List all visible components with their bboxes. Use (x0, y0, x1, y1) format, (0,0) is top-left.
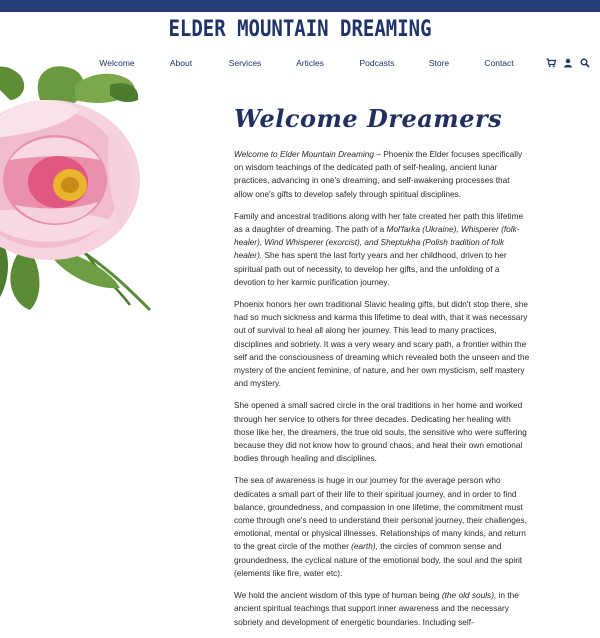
user-icon[interactable] (563, 58, 573, 68)
paragraph-sea-of-awareness (234, 474, 530, 580)
paragraph-wisdom-text: We hold the ancient wisdom of this type of human being (234, 590, 442, 601)
paragraph-wisdom-text-end: in the ancient spiritual teachings that support inner awareness and the necessary sobriety and development of energetic boundaries. Including self- (234, 590, 519, 627)
nav-item-articles[interactable]: Articles (296, 58, 324, 68)
nav-item-services[interactable]: Services (228, 58, 262, 68)
paragraph-ancient-wisdom (234, 589, 530, 629)
paragraph-sea-text: The sea of awareness is huge in our journey for the average person who dedicates a small part of their life to their spiritual journey, and in order to find balance, groundedness, and compassion in one lifetime, the commitment must come through one's need to understand their personal journey, their challenges, emotional, mental or physical illnesses. Relationships of many kinds, and return to the great circle of the mother (234, 475, 527, 552)
top-accent-bar (0, 0, 600, 12)
page-title: Welcome Dreamers (234, 104, 503, 133)
main-content (234, 104, 530, 638)
cart-icon[interactable] (546, 58, 556, 68)
paragraph-intro (234, 148, 530, 201)
paragraph-family-emphasis: Mol'farka (Ukraine), Whisperer (folk-healer), Wind Whisperer (exorcist), and Sheptukha (Polish tradition of folk healer). (234, 224, 520, 261)
site-logo[interactable]: ELDER MOUNTAIN DREAMING (168, 16, 432, 42)
nav-item-welcome[interactable]: Welcome (99, 58, 135, 68)
paragraph-sacred-circle: She opened a small sacred circle in the oral traditions in her home and worked through her service to others for three decades. Dedicating her healing with those like her, the dreamers, the true old souls, the sensitive who were suffering because they did not know how to ground chaos, and heal their own emotional bodies through healing and disciplines. (234, 400, 527, 464)
paragraph-family (234, 210, 530, 289)
paragraph-intro-text: – Phoenix the Elder focuses specifically on wisdom teachings of the dedicated path of self-healing, ancient lunar practices, advancing in one's dreaming, and self-awakening processes that allow one's gifts to develop safely through spiritual disciplines. (234, 149, 523, 199)
nav-item-about[interactable]: About (169, 58, 193, 68)
nav-item-store[interactable]: Store (428, 58, 450, 68)
nav-item-contact[interactable]: Contact (484, 58, 514, 68)
paragraph-family-text-end: She has spent the last forty years and her childhood, driven to her spiritual path out of necessity, to develop her gifts, and the unfolding of a devotion to her karmic purification journey. (234, 250, 507, 287)
nav-item-podcasts[interactable]: Podcasts (359, 58, 395, 68)
peony-flower-illustration (0, 60, 170, 320)
paragraph-sea-text-end: the circles of common sense and groundedness, the cyclical nature of the emotional body, the soul and the spirit (elements like fire, water etc). (234, 541, 523, 578)
paragraph-family-text: Family and ancestral traditions along with her fate created her path this lifetime as a daughter of dreaming. The path of a (234, 210, 524, 235)
paragraph-slavic-gifts: Phoenix honors her own traditional Slavic healing gifts, but didn't stop there, she had so much sickness and karma this lifetime to deal with, that it was necessary out of survival to heal all along her journey. This lead to many practices, disciplines and sobriety. It was a very weary and scary path, a frontier within the self and the consciousness of dreaming which revealed both the unseen and the mystery of the ancient feminine, of nature, and her own mysticism, self mastery and mystery. (234, 299, 530, 389)
paragraph-intro-emphasis: Welcome to Elder Mountain Dreaming (234, 149, 375, 159)
search-icon[interactable] (580, 58, 590, 68)
paragraph-wisdom-emphasis: (the old souls), (441, 590, 497, 601)
paragraph-sea-emphasis: (earth), (351, 541, 378, 552)
